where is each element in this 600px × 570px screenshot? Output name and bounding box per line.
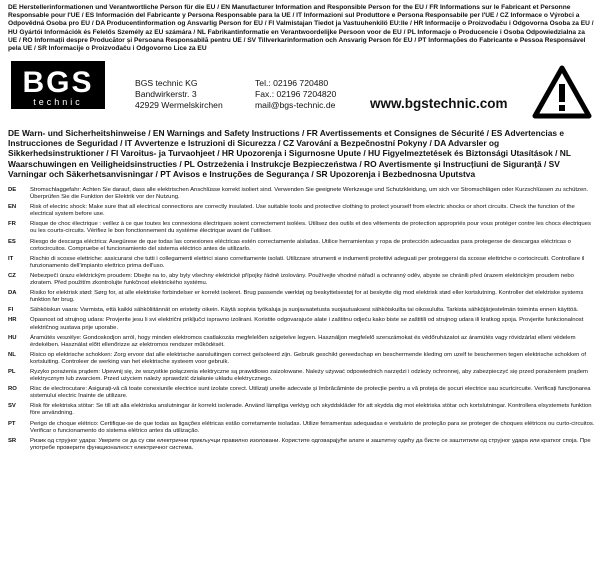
phone: Tel.: 02196 720480 [255, 78, 329, 88]
warning-text: Nebezpečí úrazu elektrickým proudem: Dbejte na to, aby byly všechny elektrické přípojky řádně izolovány. Používejte vhodné nářadí a ochranný oděv, abyste se chránili před úrazem elektrickým proudem nebo zkratem. Před použitím zkontrolujte funkčnost elektrického systému. [30, 272, 574, 287]
language-code: HR [8, 317, 17, 324]
safety-entry-en [8, 204, 596, 218]
company-block [0, 60, 600, 120]
warning-text: Riesgo de descarga eléctrica: Asegúrese de que todas las conexiones eléctricas estén correctamente aisladas. Utilice herramientas y ropa de protección adecuadas para protegerse de descargas eléctricas o cortocircuitos. Compruebe el funcionamiento del sistema eléctrico antes de utilizarlo. [30, 238, 571, 252]
language-code: NL [8, 351, 16, 358]
warning-text: Risque de choc électrique : veillez à ce que toutes les connexions électriques soient correctement isolées. Utilisez des outils et des vêtements de protection appropriés pour vous protéger contre les chocs électriques ou les courts-circuits. Vérifiez le bon fonctionnement du système électrique avant de l'utiliser. [30, 221, 591, 235]
language-code: ES [8, 238, 16, 245]
safety-entry-sr [8, 438, 596, 452]
language-code: PT [8, 420, 16, 427]
language-code: SR [8, 437, 17, 444]
warning-text: Risk för elektriska stötar: Se till att alla elektriska anslutningar är korrekt isolerade. Använd lämpliga verktyg och skyddskläder för att skydda dig mot elektriska stötar och kortslutningar. Kontrollera elsystemets funktion före användning. [30, 403, 592, 417]
safety-entry-pt [8, 421, 596, 435]
street: Bandwirkerstr. 3 [135, 89, 197, 99]
safety-entry-sv [8, 403, 596, 417]
language-code: DE [8, 187, 17, 193]
safety-entry-fi [8, 307, 596, 314]
warning-text: Ризик од струјног удара: Уверите се да су сви електрични прикључци правилно изоловани. Користите одговарајуће алате и заштитну одећу да бисте се заштитили од струјног удара или кратког споја. Пре употребе проверите функционалност електричног система. [30, 437, 591, 451]
website: www.bgstechnic.com [370, 96, 508, 111]
safety-entry-es [8, 239, 596, 253]
city: 42929 Wermelskirchen [135, 100, 223, 110]
safety-entry-hu [8, 335, 596, 349]
manufacturer-info-title: DE Herstellerinformationen und Verantwortliche Person für die EU / EN Manufacturer Information and Responsible Person for the EU / FR Informations sur le Fabricant et Personne Responsable pour l'UE / ES Información del Fabricante y Persona Responsable para la UE / IT Informazioni sul Produttore e Persona Responsabile per l'UE / CZ Informace o Výrobci a Odpovědná Osoba pro EU / DA Producentinformation og Ansvarlig Person for EU / FI Valmistajan Tiedot ja Vastuuhenkilö EU:lle / HR Informacije o Proizvođaču i Odgovorna Osoba za EU / HU Gyártói Információk és Felelős Személy az EU számára / NL Fabrikantinformatie en Verantwoordelijke Persoon voor de EU / PL Informacje o Producencie i Osoba Odpowiedzialna za UE / RO Informații despre Producător și Persoana Responsabilă pentru UE / SV Tillverkarinformation och Ansvarig Person för EU / PT Informações do Fabricante e Pessoa Responsável pela UE / SR Informacije o Proizvođaču i Odgovorno Lice za EU [8, 4, 594, 53]
fax: Fax.: 02196 7204820 [255, 89, 337, 99]
language-code: RO [8, 386, 17, 393]
language-code: DA [8, 290, 17, 297]
language-code: HU [8, 334, 17, 341]
warning-text: Risk of electric shock: Make sure that all electrical connections are correctly insulated. Use suitable tools and protective clothing to protect yourself from electric shocks or short circuits. Check the function of the electrical system before use. [30, 204, 575, 218]
safety-entry-cz [8, 273, 596, 287]
warning-text: Risico op elektrische schokken: Zorg ervoor dat alle elektrische aansluitingen correct geïsoleerd zijn. Gebruik geschikt gereedschap en beschermende kleding om uzelf te beschermen tegen elektrische schokken of kortsluiting. Controleer de werking van het elektrische systeem voor gebruik. [30, 351, 586, 365]
language-code: CZ [8, 272, 16, 279]
safety-entry-da [8, 290, 596, 304]
safety-entry-de [8, 187, 596, 201]
safety-entry-pl [8, 369, 596, 383]
email: mail@bgs-technic.de [255, 100, 336, 110]
address [135, 78, 223, 111]
warning-text: Stromschlaggefahr: Achten Sie darauf, dass alle elektrischen Anschlüsse korrekt isoliert sind. Verwenden Sie geeignete Werkzeuge und Schutzkleidung, um sich vor Stromschlägen oder Kurzschlüssen zu schützen. Überprüfen Sie die Funktion der Elektrik vor der Nutzung. [30, 187, 589, 201]
warning-text: Sähköiskun vaara: Varmista, että kaikki sähköliitännät on eristetty oikein. Käytä sopivia työkaluja ja suojavaatetusta suojautuaksesi sähköiskuilta tai oikosululta. Tarkista sähköjärjestelmän toiminta ennen käyttöä. [30, 307, 579, 314]
warning-text: Risiko for elektrisk stød: Sørg for, at alle elektriske forbindelser er korrekt isoleret. Brug passende værktøj og beskyttelsestøj for at beskytte dig mod elektrisk stød eller kortslutning. Kontroller det elektriske systems funktion før brug. [30, 290, 584, 304]
language-code: FI [8, 307, 14, 314]
safety-title: DE Warn- und Sicherheitshinweise / EN Warnings and Safety Instructions / FR Avertissements et Consignes de Sécurité / ES Advertencias e Instrucciones de Seguridad / IT Avvertenze e Istruzioni di Sicurezza / CZ Varování a Bezpečnostní Pokyny / DA Advarsler og Sikkerhedsinstruktioner / FI Varoitus- ja Turvaohjeet / HR Upozorenja i Sigurnosne Upute / HU Figyelmeztetések és Biztonsági Utasítások / NL Waarschuwingen en Veiligheidsinstructies / PL Ostrzeżenia i Instrukcje Bezpieczeństwa / RO Avertismente și Instrucțiuni de Siguranță / SV Varningar och Säkerhetsanvisningar / PT Avisos e Instruções de Segurança / SR Upozorenja i Bezbednosna Uputstva [8, 128, 571, 179]
warning-text: Perigo de choque elétrico: Certifique-se de que todas as ligações elétricas estão corretamente isoladas. Utilize ferramentas adequadas e vestuário de proteção para se proteger de choques elétricos ou curto-circuitos. Verificar o funcionamento do sistema elétrico antes da utilização. [30, 420, 595, 434]
warning-text: Opasnost od strujnog udara: Provjerite jesu li svi električni priključci ispravno izolirani. Koristite odgovarajuće alate i zaštitnu odjeću kako biste se zaštitili od strujnog udara ili kratkog spoja. Provjerite funkcionalnost električnog sustava prije uporabe. [30, 317, 584, 331]
svg-text:technic: technic [33, 97, 83, 107]
language-code: PL [8, 368, 16, 375]
language-code: SV [8, 403, 16, 410]
contact [255, 78, 336, 111]
safety-entry-nl [8, 352, 596, 366]
safety-entries [8, 187, 596, 455]
language-code: EN [8, 204, 17, 211]
warning-triangle-icon [532, 64, 592, 120]
warning-text: Risc de electrocutare: Asigurați-vă că toate conexiunile electrice sunt izolate corect. Utilizați unelte adecvate și îmbrăcăminte de protecție pentru a vă proteja de șocuri electrice sau scurtcircuite. Verificați funcționarea sistemului electric înainte de utilizare. [30, 386, 591, 400]
warning-text: Ryzyko porażenia prądem: Upewnij się, że wszystkie połączenia elektryczne są prawidłowo zaizolowane. Należy używać odpowiednich narzędzi i odzieży ochronnej, aby zabezpieczyć się przed porażeniem prądem elektrycznym lub zwarciem. Przed użyciem należy sprawdzić działanie układu elektrycznego. [30, 368, 588, 383]
language-code: IT [8, 255, 14, 262]
safety-entry-it [8, 256, 596, 270]
bgs-logo [10, 60, 106, 110]
warning-text: Rischio di scosse elettriche: assicurarsi che tutti i collegamenti elettrici siano correttamente isolati. Utilizzare strumenti e indumenti protettivi adeguati per proteggersi da scosse elettriche o cortocircuiti. Controllare il funzionamento dell'impianto elettrico prima dell'uso. [30, 255, 585, 269]
safety-entry-hr [8, 317, 596, 331]
safety-entry-ro [8, 386, 596, 400]
company-name: BGS technic KG [135, 78, 198, 88]
safety-entry-fr [8, 221, 596, 235]
warning-text: Áramütés veszélye: Gondoskodjon arról, hogy minden elektromos csatlakozás megfelelően szigetelve legyen. Használjon megfelelő szerszámokat és védőruházatot az áramütés vagy rövidzárlat elleni védelem érdekében. Használat előtt ellenőrizze az elektromos rendszer működését. [30, 334, 576, 348]
language-code: FR [8, 221, 16, 228]
svg-text:BGS: BGS [22, 66, 94, 99]
